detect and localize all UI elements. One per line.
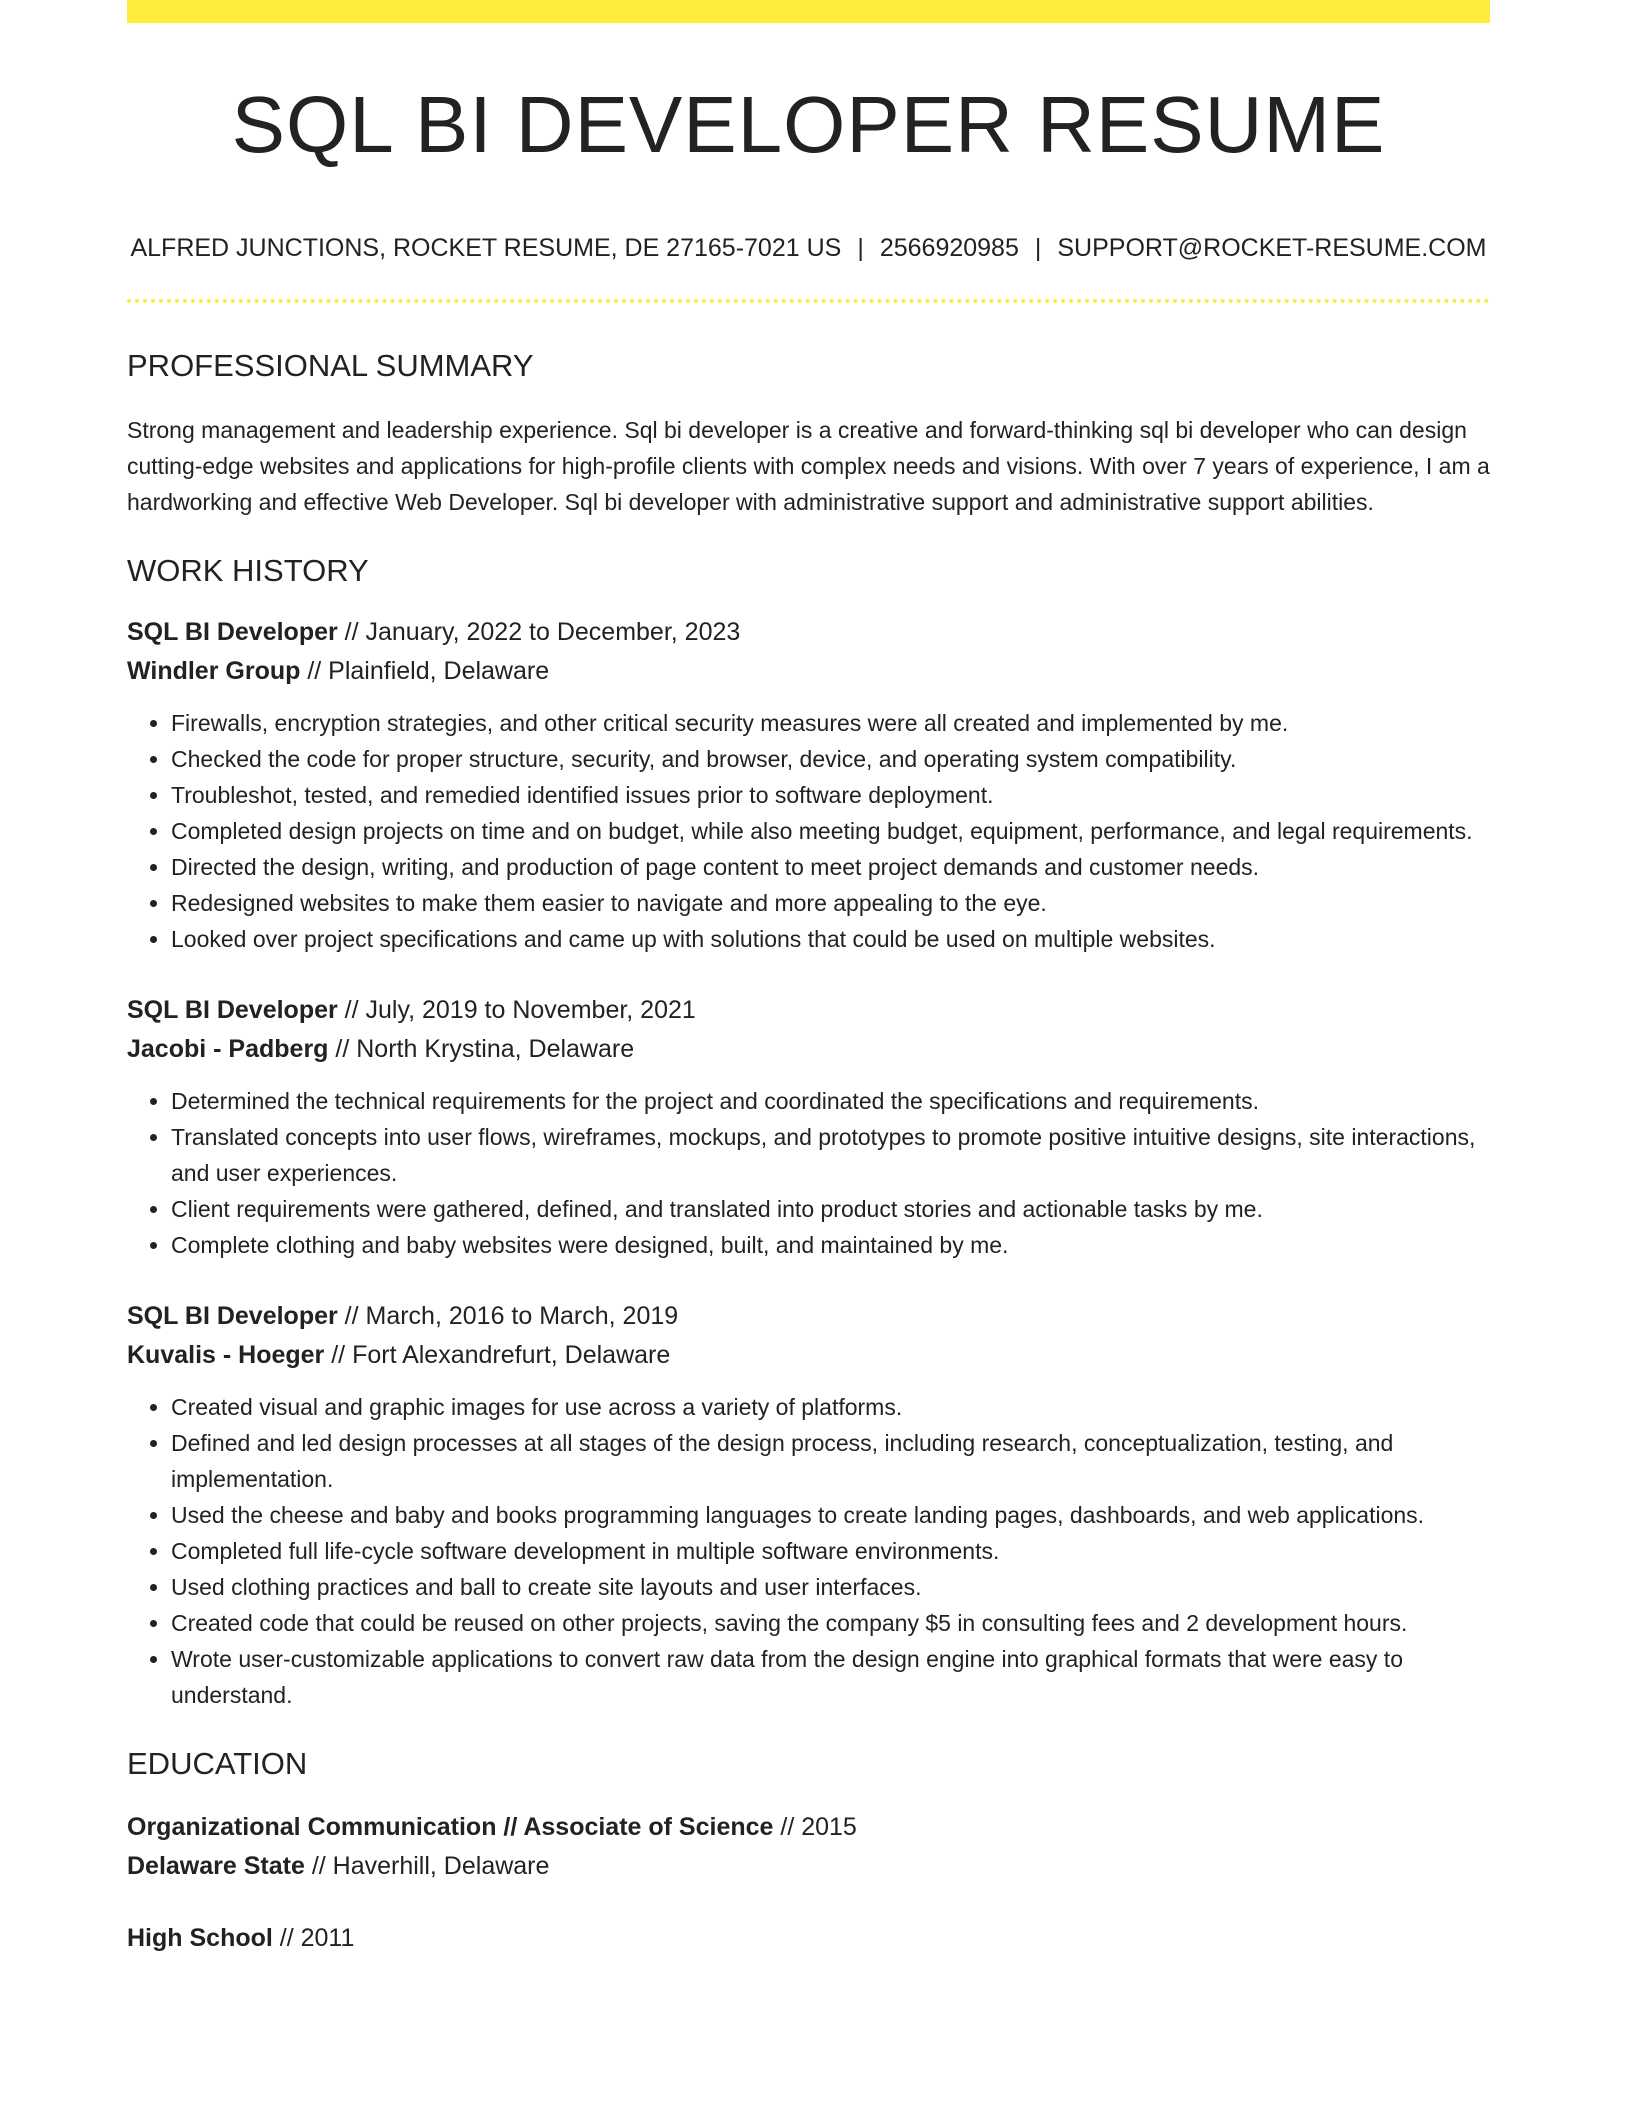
contact-phone: 2566920985	[879, 234, 1019, 262]
job-bullet-list	[127, 705, 1490, 957]
school-location: // Haverhill, Delaware	[304, 1851, 550, 1880]
degree-year: // 2015	[773, 1812, 857, 1841]
job-title: SQL BI Developer	[127, 1302, 338, 1331]
job-title-line	[127, 1297, 1490, 1336]
job-dates: // July, 2019 to November, 2021	[337, 996, 696, 1025]
job-bullet: • Used the cheese and baby and books programming languages to create landing pages, dashboards, and web applications.	[171, 1497, 1490, 1533]
degree-name: Organizational Communication // Associate of Science	[127, 1812, 774, 1841]
school-name: Delaware State	[127, 1851, 305, 1880]
job-bullet: • Translated concepts into user flows, wireframes, mockups, and prototypes to promote positive intuitive designs, site interactions, and user experiences.	[171, 1119, 1490, 1191]
job-bullet: • Firewalls, encryption strategies, and other critical security measures were all created and implemented by me.	[171, 705, 1490, 741]
job-location: // Plainfield, Delaware	[300, 657, 550, 686]
job-company-line	[127, 1030, 1490, 1069]
job-bullet: • Redesigned websites to make them easier to navigate and more appealing to the eye.	[171, 885, 1490, 921]
education-entry	[127, 1808, 1490, 1886]
job-bullet: • Completed design projects on time and on budget, while also meeting budget, equipment, performance, and legal requirements.	[171, 813, 1490, 849]
job-bullet: • Looked over project specifications and came up with solutions that could be used on multiple websites.	[171, 921, 1490, 957]
contact-line	[127, 233, 1490, 263]
job-bullet: • Wrote user-customizable applications to convert raw data from the design engine into graphical formats that were easy to understand.	[171, 1641, 1490, 1713]
job-company-line	[127, 1336, 1490, 1375]
job-bullet: • Checked the code for proper structure, security, and browser, device, and operating system compatibility.	[171, 741, 1490, 777]
accent-top-bar	[127, 0, 1490, 23]
job-dates: // January, 2022 to December, 2023	[337, 618, 741, 647]
job-company: Windler Group	[127, 657, 301, 686]
job-location: // North Krystina, Delaware	[328, 1035, 635, 1064]
job-company: Kuvalis - Hoeger	[127, 1341, 325, 1370]
job-title: SQL BI Developer	[127, 996, 338, 1025]
contact-address: ALFRED JUNCTIONS, ROCKET RESUME, DE 27165-7021 US	[130, 234, 842, 262]
education-entry	[127, 1919, 1490, 1958]
contact-separator: |	[1034, 234, 1042, 262]
degree-line	[127, 1808, 1490, 1847]
dotted-divider	[127, 299, 1490, 303]
job-entry	[127, 613, 1490, 957]
job-company: Jacobi - Padberg	[127, 1035, 329, 1064]
education-heading: EDUCATION	[127, 1746, 308, 1782]
resume-page	[127, 0, 1490, 1958]
job-title-line	[127, 613, 1490, 652]
job-bullet-list	[127, 1389, 1490, 1713]
job-bullet-list	[127, 1083, 1490, 1263]
job-bullet: • Created visual and graphic images for use across a variety of platforms.	[171, 1389, 1490, 1425]
job-bullet: • Client requirements were gathered, defined, and translated into product stories and actionable tasks by me.	[171, 1191, 1490, 1227]
school-line	[127, 1847, 1490, 1886]
job-entry	[127, 1297, 1490, 1713]
job-bullet: • Determined the technical requirements for the project and coordinated the specifications and requirements.	[171, 1083, 1490, 1119]
degree-year: // 2011	[272, 1923, 355, 1952]
job-title-line	[127, 991, 1490, 1030]
job-bullet: • Defined and led design processes at all stages of the design process, including research, conceptualization, testing, and implementation.	[171, 1425, 1490, 1497]
work-history-heading: WORK HISTORY	[127, 553, 369, 589]
job-bullet: • Troubleshot, tested, and remedied identified issues prior to software deployment.	[171, 777, 1490, 813]
contact-email: SUPPORT@ROCKET-RESUME.COM	[1057, 234, 1487, 262]
degree-line	[127, 1919, 1490, 1958]
job-bullet: • Completed full life-cycle software development in multiple software environments.	[171, 1533, 1490, 1569]
summary-heading: PROFESSIONAL SUMMARY	[127, 348, 534, 383]
job-location: // Fort Alexandrefurt, Delaware	[324, 1341, 671, 1370]
job-bullet: • Complete clothing and baby websites were designed, built, and maintained by me.	[171, 1227, 1490, 1263]
degree-name: High School	[127, 1923, 273, 1952]
job-company-line	[127, 652, 1490, 691]
contact-separator: |	[857, 234, 864, 262]
summary-text: Strong management and leadership experience. Sql bi developer is a creative and forward-thinking sql bi developer who can design cutting-edge websites and applications for high-profile clients with complex needs and visions. With over 7 years of experience, I am a hardworking and effective Web Developer. Sql bi developer with administrative support and administrative support abilities.	[127, 417, 1490, 516]
job-dates: // March, 2016 to March, 2019	[337, 1302, 679, 1331]
job-title: SQL BI Developer	[127, 618, 338, 647]
page-title: SQL BI DEVELOPER RESUME	[231, 80, 1386, 169]
job-bullet: • Directed the design, writing, and production of page content to meet project demands and customer needs.	[171, 849, 1490, 885]
job-entry	[127, 991, 1490, 1263]
job-bullet: • Used clothing practices and ball to create site layouts and user interfaces.	[171, 1569, 1490, 1605]
job-bullet: • Created code that could be reused on other projects, saving the company $5 in consulting fees and 2 development hours.	[171, 1605, 1490, 1641]
